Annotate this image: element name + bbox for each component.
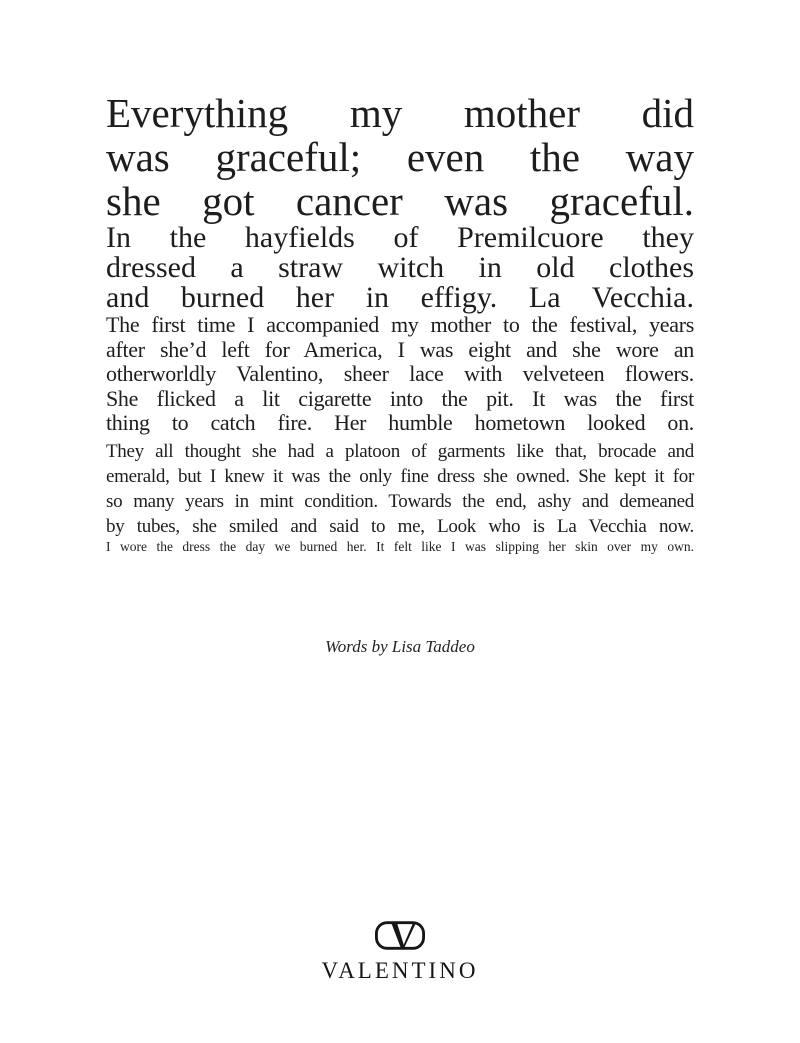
brand-block	[0, 921, 800, 984]
text-block-4	[106, 439, 694, 539]
text-block-2	[106, 223, 694, 313]
brand-wordmark: VALENTINO	[321, 958, 479, 983]
text-block-5	[106, 539, 694, 554]
text-line: Everything my mother did	[106, 90, 694, 136]
text-line: after she’d left for America, I was eight and she wore an	[106, 336, 694, 362]
text-line: They all thought she had a platoon of garments like that, brocade and	[106, 440, 694, 462]
text-line: she got cancer was graceful.	[106, 178, 694, 224]
text-line: She flicked a lit cigarette into the pit. It was the first	[106, 385, 694, 411]
credit-line: Words by Lisa Taddeo	[325, 637, 475, 656]
text-line: dressed a straw witch in old clothes	[106, 251, 694, 284]
text-line: by tubes, she smiled and said to me, Look who is La Vecchia now.	[106, 515, 694, 537]
text-line: thing to catch fire. Her humble hometown looked on.	[106, 410, 694, 435]
text-block-3	[106, 313, 694, 436]
text-block-1	[106, 91, 694, 223]
text-line: The first time I accompanied my mother to the festival, years	[106, 312, 694, 337]
text-line: In the hayfields of Premilcuore they	[106, 221, 694, 254]
text-line: and burned her in effigy. La Vecchia.	[106, 281, 694, 314]
poem-text	[106, 91, 694, 554]
text-line: was graceful; even the way	[106, 134, 694, 180]
text-line: I wore the dress the day we burned her. It felt like I was slipping her skin over my own.	[106, 538, 694, 554]
text-line: so many years in mint condition. Towards the end, ashy and demeaned	[106, 490, 694, 512]
valentino-v-logo-icon	[0, 921, 800, 953]
text-line: emerald, but I knew it was the only fine dress she owned. She kept it for	[106, 465, 694, 487]
text-line: otherworldly Valentino, sheer lace with velveteen flowers.	[106, 361, 694, 386]
